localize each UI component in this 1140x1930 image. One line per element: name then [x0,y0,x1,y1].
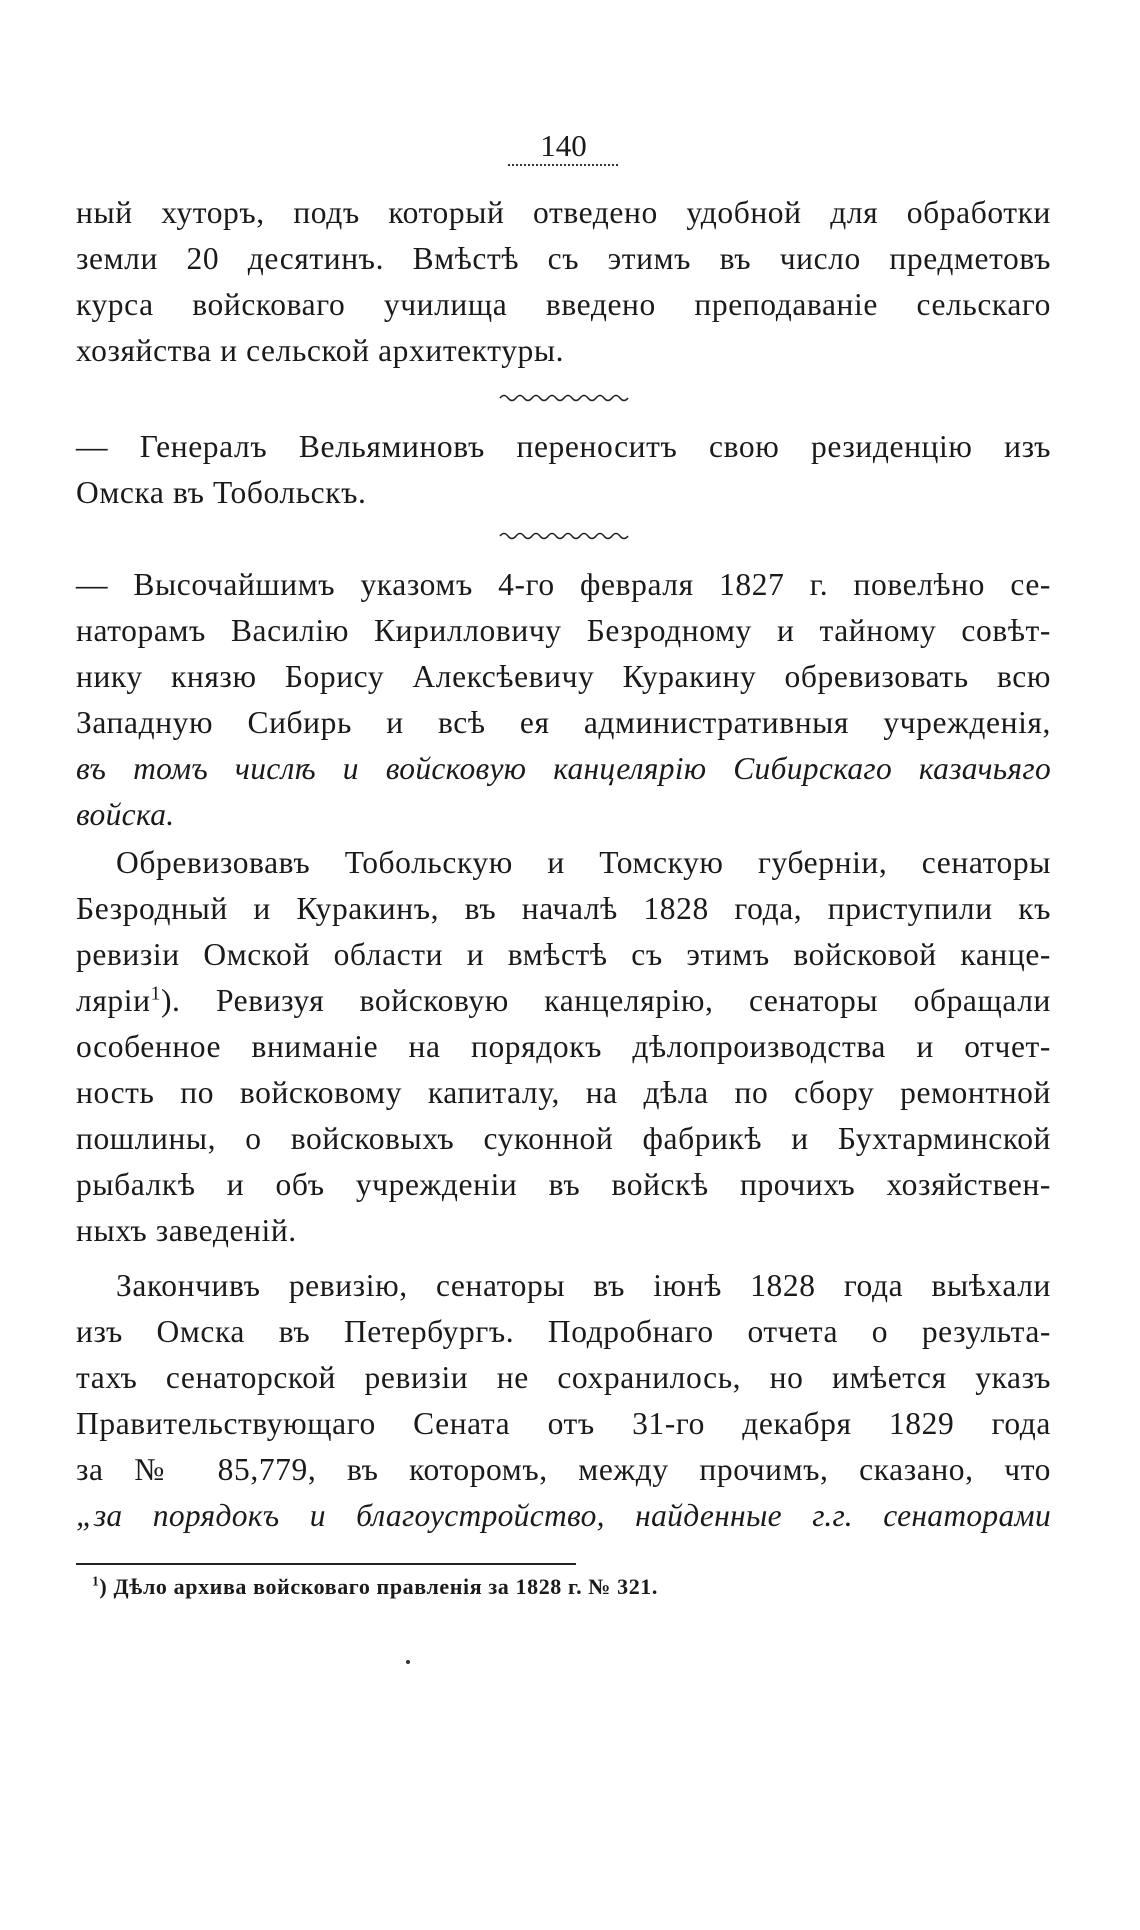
text-line: Правительствующаго Сената отъ 31-го декабря 1829 года [76,1406,1051,1441]
text-line: хозяйства и сельской архитектуры. [76,333,565,368]
paragraph-revision [76,840,1051,1254]
paragraph-imperial-decree [76,562,1051,838]
footnote-marker: 1 [92,1573,100,1589]
text-line: — Генералъ Вельяминовъ переноситъ свою резиденцiю изъ [76,429,1051,464]
text-line: ность по войсковому капиталу, на дѣла по сбору ремонтной [76,1075,1051,1110]
text-line: за № 85,779, въ которомъ, между прочимъ, сказано, что [76,1452,1051,1487]
paragraph-velyaminov [76,424,1051,516]
text-line: изъ Омска въ Петербургъ. Подробнаго отчета о результа- [76,1314,1051,1349]
text-line: тахъ сенаторской ревизiи не сохранилось, но имѣется указъ [76,1360,1051,1395]
page-number-dotted-rule [508,164,618,166]
text-line: Омска въ Тобольскъ. [76,475,367,510]
text-line: — Высочайшимъ указомъ 4-го февраля 1827 г. повелѣно се- [76,567,1051,602]
footnote [92,1570,658,1604]
text-line: ныхъ заведенiй. [76,1213,297,1248]
paragraph-departure [76,1263,1051,1539]
document-page [76,0,1051,1930]
text-line: земли 20 десятинъ. Вмѣстѣ съ этимъ въ число предметовъ [76,241,1051,276]
text-line: пошлины, о войсковыхъ суконной фабрикѣ и Бухтарминской [76,1121,1051,1156]
italic-text-line: въ томъ числѣ и войсковую канцелярiю Сибирскаго казачьяго [76,751,1051,786]
footnote-text: ) Дѣло архива войсковаго правленiя за 1828 г. № 321. [99,1574,659,1599]
text-line-with-footnote [76,978,1051,1024]
page-number: 140 [540,128,587,163]
text-line: Закончивъ ревизiю, сенаторы въ iюнѣ 1828 года выѣхали [116,1268,1051,1303]
text-line: наторамъ Василiю Кирилловичу Безродному и тайному совѣт- [76,613,1051,648]
print-speck [406,1660,410,1664]
text-line: рыбалкѣ и объ учрежденiи въ войскѣ прочихъ хозяйствен- [76,1167,1051,1202]
text-line: Обревизовавъ Тобольскую и Томскую губернiи, сенаторы [116,845,1051,880]
text-line: нику князю Борису Алексѣевичу Куракину обревизовать всю [76,659,1051,694]
wavy-separator [496,530,636,542]
footnote-rule [76,1563,576,1565]
text-line: Безродный и Куракинъ, въ началѣ 1828 года, приступили къ [76,891,1051,926]
text-line: ный хуторъ, подъ который отведено удобной для обработки [76,195,1051,230]
wavy-separator-icon [496,392,636,404]
paragraph-hutor [76,190,1051,374]
wavy-separator [496,392,636,404]
text-fragment: ). Ревизуя войсковую канцелярiю, сенаторы обращали [160,983,1051,1018]
text-line: особенное вниманiе на порядокъ дѣлопроизводства и отчет- [76,1029,1051,1064]
text-line: курса войсковаго училища введено преподаванiе сельскаго [76,287,1051,322]
text-line: Западную Сибирь и всѣ ея административныя учрежденiя, [76,705,1051,740]
text-fragment: лярiи [76,983,151,1018]
italic-text-line: войска. [76,797,175,832]
wavy-separator-icon [496,530,636,542]
italic-text-line: „за порядокъ и благоустройство, найденные г.г. сенаторами [76,1498,1051,1533]
text-line: ревизiи Омской области и вмѣстѣ съ этимъ войсковой канце- [76,937,1051,972]
footnote-marker: 1 [150,983,161,1005]
